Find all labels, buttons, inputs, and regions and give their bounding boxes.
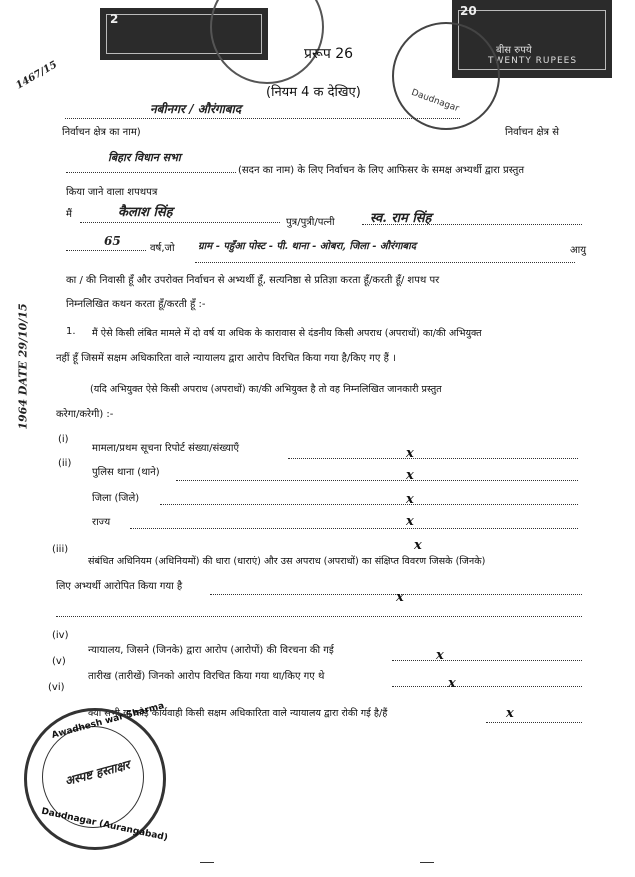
- house-dotted-line: [66, 172, 236, 173]
- bottom-mark-left: [200, 862, 214, 863]
- para1-line2: नहीं हूँ जिसमें सक्षम अधिकारिता वाले न्यायालय द्वारा आरोप विरचित किया गया है/किए गए हैं ।: [56, 353, 396, 364]
- item-i-dotted-line: [288, 458, 578, 459]
- item-ii-number: (ii): [58, 458, 72, 469]
- constituency-label-left: निर्वाचन क्षेत्र का नाम): [62, 127, 141, 138]
- item-v-text: तारीख (तारीखें) जिनको आरोप विरचित किया गया था/किए गए थे: [88, 671, 325, 682]
- affidavit-line: किया जाने वाला शपथपत्र: [66, 187, 158, 198]
- handwritten-house-name: बिहार विधान सभा: [108, 151, 181, 164]
- age-prefix: वर्ष,जो: [150, 243, 175, 254]
- stamp-right-number: 20: [460, 4, 477, 18]
- handwritten-constituency-top: नबीनगर / औरंगाबाद: [150, 102, 242, 116]
- name-dotted-line: [80, 222, 280, 223]
- margin-date-note: 1964 DATE 29/10/15: [16, 303, 30, 430]
- round-seal-top-left: [210, 0, 324, 84]
- state-label: राज्य: [92, 517, 111, 528]
- relation-label: पुत्र/पुत्री/पत्नी: [286, 217, 335, 228]
- item-vi-cross: x: [506, 706, 514, 721]
- item-vi-dotted-line: [486, 722, 582, 723]
- item-vi-text: क्या सभी या कोई कार्यवाही किसी सक्षम अधिकारिता वाले न्यायालय द्वारा रोकी गई है/हैं: [88, 708, 388, 719]
- stamp-right-text-hi: बीस रुपये: [496, 45, 532, 56]
- item-vi-number: (vi): [48, 682, 65, 693]
- address-dotted-line: [195, 262, 575, 263]
- constituency-label-right: निर्वाचन क्षेत्र से: [505, 127, 559, 138]
- item-ii-cross: x: [406, 468, 414, 483]
- item-iii-cross-1: x: [414, 538, 422, 553]
- stamp-left-number: 2: [110, 12, 119, 26]
- item-iv-number: (iv): [52, 630, 69, 641]
- item-iv-cross: x: [436, 648, 444, 663]
- father-dotted-line: [362, 224, 582, 225]
- item-v-dotted-line: [392, 686, 582, 687]
- item-iii-cross-2: x: [396, 590, 404, 605]
- round-seal-top-right-text: Daudnagar: [409, 87, 461, 115]
- age-dotted-line: [66, 250, 146, 251]
- district-cross: x: [406, 492, 414, 507]
- round-seal-top-right: [392, 22, 500, 130]
- resident-line: का / की निवासी हूँ और उपरोक्त निर्वाचन से अभ्यर्थी हूँ, सत्यनिष्ठा से प्रतिज्ञा करता हूँ/करती हूँ/ शपथ पर: [66, 275, 440, 286]
- item-i-cross: x: [406, 446, 414, 461]
- handwritten-father-name: स्व. राम सिंह: [370, 211, 432, 226]
- item-ii-text: पुलिस थाना (थाने): [92, 467, 160, 478]
- para2-line2: करेगा/करेगी) :-: [56, 409, 114, 420]
- item-iii-number: (iii): [52, 544, 69, 555]
- constituency-dotted-line: [65, 118, 460, 119]
- para1-number: 1.: [66, 326, 76, 337]
- item-iii-line2: लिए अभ्यर्थी आरोपित किया गया है: [56, 581, 183, 592]
- margin-top-note: 1467/15: [14, 59, 60, 92]
- handwritten-candidate-name: कैलाश सिंह: [118, 205, 173, 220]
- bottom-mark-right: [420, 862, 434, 863]
- district-dotted-line: [160, 504, 578, 505]
- item-i-text: मामला/प्रथम सूचना रिपोर्ट संख्या/संख्याएँ: [92, 443, 240, 454]
- item-v-cross: x: [448, 676, 456, 691]
- item-iii-dotted-line-2: [56, 616, 582, 617]
- age-suffix: आयु: [570, 245, 587, 256]
- para1-line1: मैं ऐसे किसी लंबित मामले में दो वर्ष या अधिक के कारावास से दंडनीय किसी अपराध (अपराधों) का/की अभियुक्त: [92, 328, 482, 339]
- item-i-number: (i): [58, 434, 69, 445]
- form-subtitle: (नियम 4 क देखिए): [266, 85, 361, 100]
- form-title: प्ररूप 26: [304, 46, 354, 62]
- handwritten-age: 65: [104, 234, 121, 248]
- stamp-right-text-en: TWENTY RUPEES: [488, 56, 578, 66]
- declaration-line: निम्नलिखित कथन करता हूँ/करती हूँ :-: [66, 299, 206, 310]
- notary-seal-text-top: Awadhesh war Sharma: [50, 701, 166, 741]
- handwritten-address: ग्राम - पहुँआ पोस्ट - पी. थाना - ओबरा, जिला - औरंगाबाद: [198, 241, 417, 252]
- state-cross: x: [406, 514, 414, 529]
- main-prefix: मैं: [66, 209, 72, 220]
- item-ii-dotted-line: [176, 480, 578, 481]
- house-line-suffix: (सदन का नाम) के लिए निर्वाचन के लिए आफिसर के समक्ष अभ्यर्थी द्वारा प्रस्तुत: [238, 165, 525, 176]
- item-v-number: (v): [52, 656, 66, 667]
- state-dotted-line: [130, 528, 578, 529]
- notary-seal-text-bottom: Daudnagar (Aurangabad): [40, 806, 169, 844]
- notary-signature: अस्पष्ट हस्ताक्षर: [63, 757, 132, 789]
- district-label: जिला (जिले): [92, 493, 140, 504]
- item-iv-dotted-line: [392, 660, 582, 661]
- item-iii-line1: संबंधित अधिनियम (अधिनियमों) की धारा (धाराएं) और उस अपराध (अपराधों) का संक्षिप्त विवरण जिसके (जिनके): [88, 556, 486, 567]
- para2-line1: (यदि अभियुक्त ऐसे किसी अपराध (अपराधों) का/की अभियुक्त है तो वह निम्नलिखित जानकारी प्रस्तुत: [90, 384, 442, 395]
- item-iv-text: न्यायालय, जिसने (जिनके) द्वारा आरोप (आरोपों) की विरचना की गई: [88, 645, 334, 656]
